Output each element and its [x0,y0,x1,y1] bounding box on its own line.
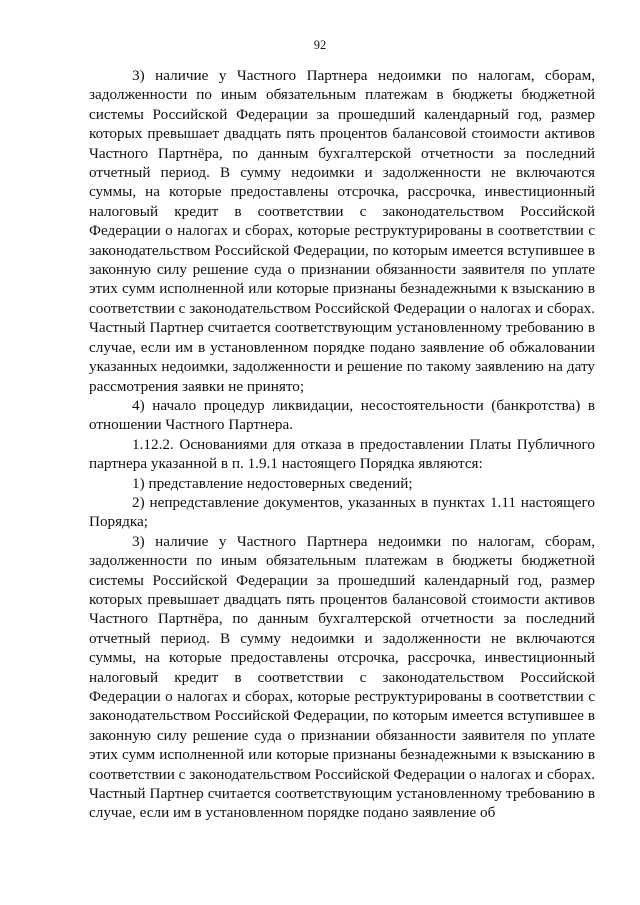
page-number: 92 [313,38,327,52]
paragraph-item-1-false-info: 1) представление недостоверных сведений; [132,474,413,492]
paragraph-item-2-missing-docs: 2) непредставление документов, указанных в пунктах 1.11 настоящего Порядка; [89,493,595,531]
paragraph-item-3-arrears-repeat: 3) наличие у Частного Партнера недоимки по налогам, сборам, задолженности по иным обязательным платежам в бюджеты бюджетной системы Российской Федерации за прошедший календарный год, размер которых превышает двадцать пять процентов балансовой стоимости активов Частного Партнёра, по данным бухгалтерской отчетности за последний отчетный период. В сумму недоимки и задолженности не включаются суммы, на которые предоставлены отсрочка, рассрочка, инвестиционный налоговый кредит в соответствии с законодательством Российской Федерации о налогах и сборах, которые реструктурированы в соответствии с законодательством Российской Федерации, по которым имеется вступившее в законную силу решение суда о признании обязанности заявителя по уплате этих сумм исполненной или которые признаны безнадежными к взысканию в соответствии с законодательством Российской Федерации о налогах и сборах. Частный Партнер считается соответствующим установленному требованию в случае, если им в установленном порядке подано заявление об [89,532,595,822]
paragraph-section-1-12-2: 1.12.2. Основаниями для отказа в предоставлении Платы Публичного партнера указанной в п. 1.9.1 настоящего Порядка являются: [89,435,595,473]
paragraph-item-3-arrears: 3) наличие у Частного Партнера недоимки по налогам, сборам, задолженности по иным обязательным платежам в бюджеты бюджетной системы Российской Федерации за прошедший календарный год, размер которых превышает двадцать пять процентов балансовой стоимости активов Частного Партнёра, по данным бухгалтерской отчетности за последний отчетный период. В сумму недоимки и задолженности не включаются суммы, на которые предоставлены отсрочка, рассрочка, инвестиционный налоговый кредит в соответствии с законодательством Российской Федерации о налогах и сборах, которые реструктурированы в соответствии с законодательством Российской Федерации, по которым имеется вступившее в законную силу решение суда о признании обязанности заявителя по уплате этих сумм исполненной или которые признаны безнадежными к взысканию в соответствии с законодательством Российской Федерации о налогах и сборах. Частный Партнер считается соответствующим установленному требованию в случае, если им в установленном порядке подано заявление об обжаловании указанных недоимки, задолженности и решение по такому заявлению на дату рассмотрения заявки не принято; [89,67,595,395]
document-body [89,66,595,823]
paragraph-item-4-liquidation: 4) начало процедур ликвидации, несостоятельности (банкротства) в отношении Частного Партнера. [89,396,595,434]
